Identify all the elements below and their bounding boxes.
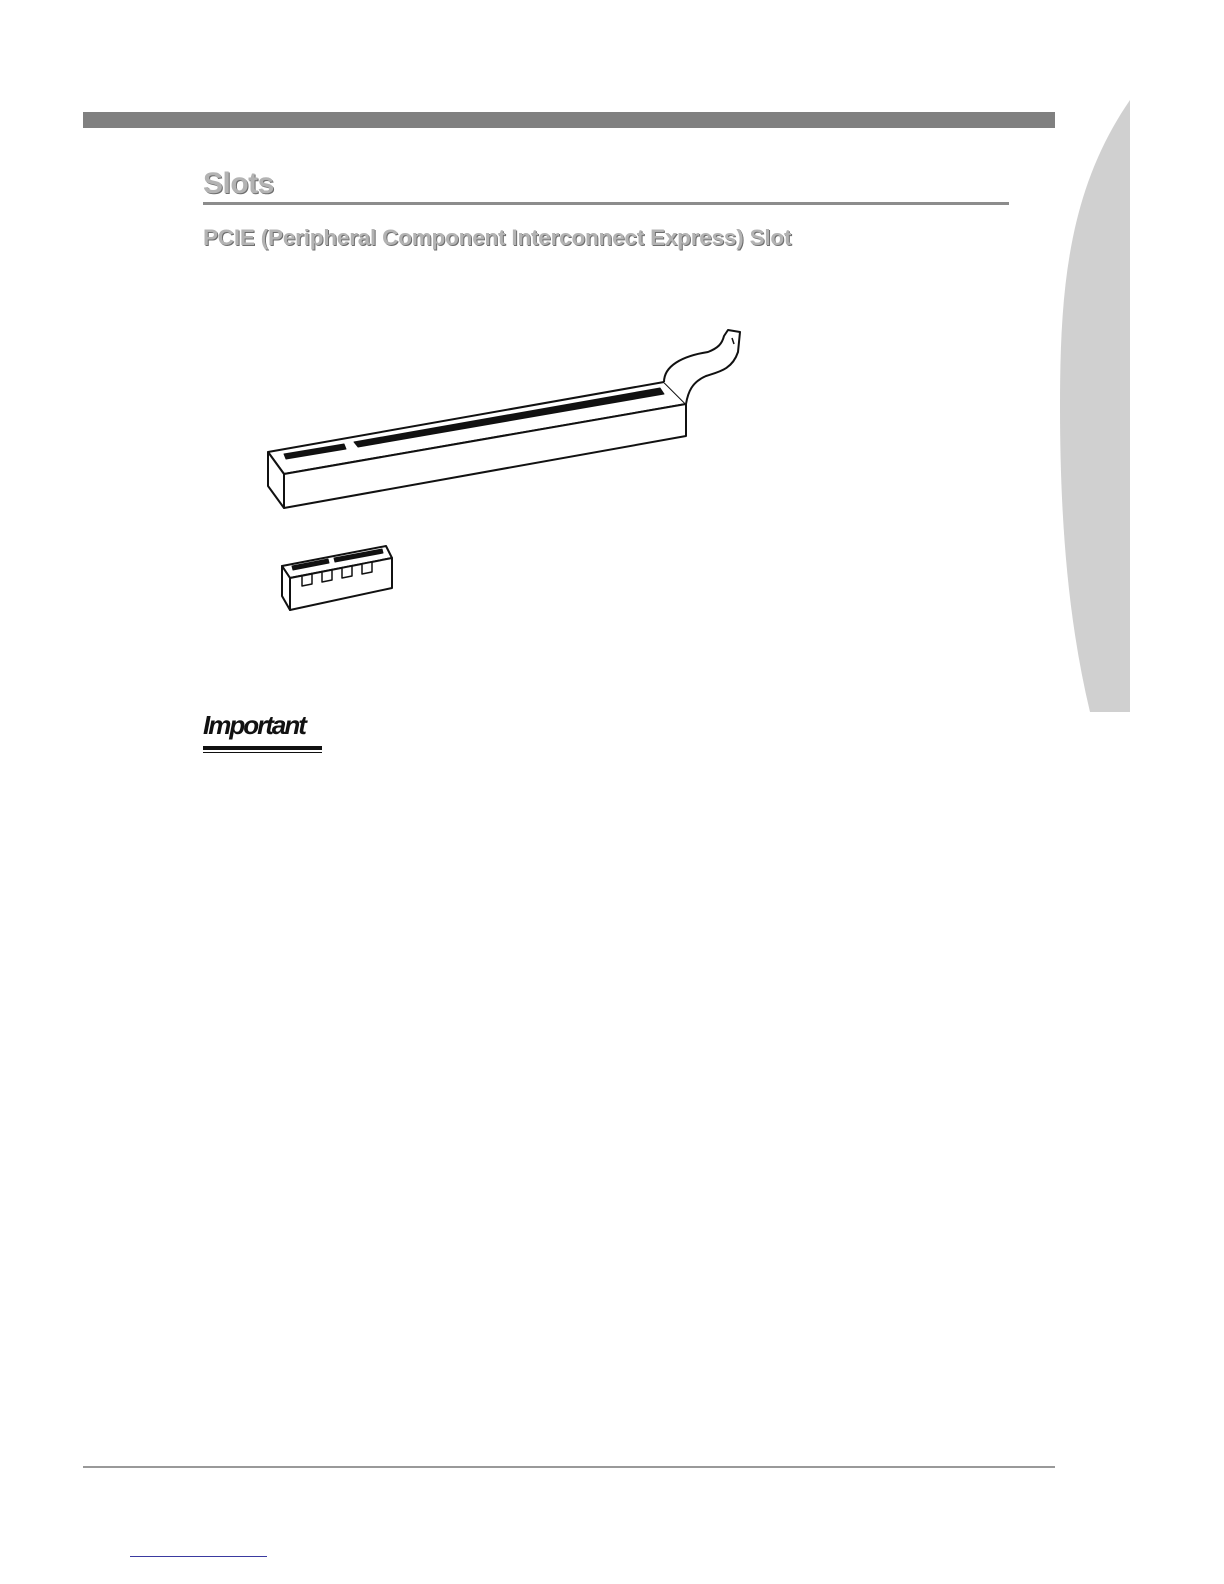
footer-divider bbox=[83, 1466, 1055, 1468]
important-underline-thin bbox=[203, 752, 322, 753]
chapter-side-tab bbox=[1060, 100, 1224, 712]
important-text: Important bbox=[203, 710, 305, 740]
pcie-x16-slot bbox=[268, 330, 740, 508]
footer-link-underline bbox=[130, 1556, 267, 1557]
pcie-slot-illustration bbox=[262, 326, 768, 616]
header-bar bbox=[83, 112, 1055, 128]
important-underline bbox=[203, 746, 322, 750]
section-subtitle: PCIE (Peripheral Component Interconnect Express) Slot bbox=[203, 225, 792, 250]
important-note-label bbox=[203, 708, 323, 752]
pcie-x1-slot bbox=[282, 546, 392, 610]
section-title: Slots bbox=[203, 167, 274, 200]
title-underline bbox=[203, 202, 1009, 205]
